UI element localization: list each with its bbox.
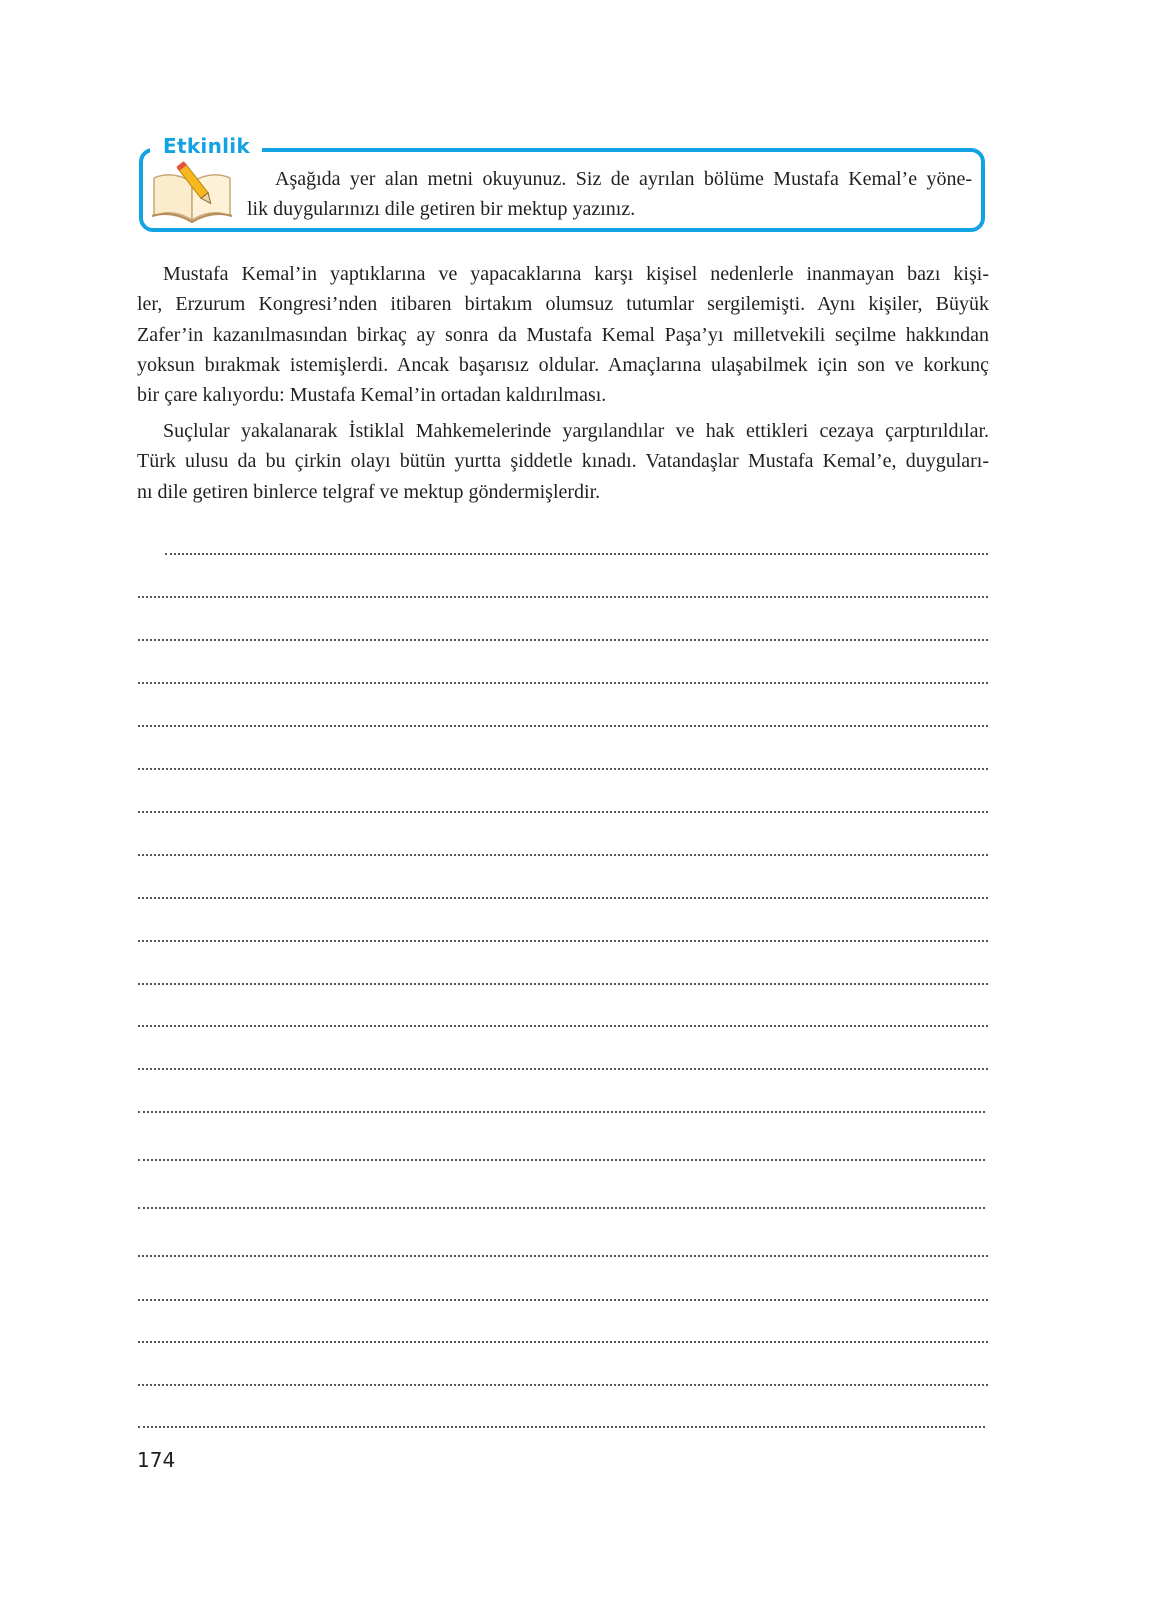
paragraph-2 [137,416,989,507]
paragraph-line: yoksun bırakmak istemişlerdi. Ancak başarısız oldular. Amaçlarına ulaşabilmek için son ve korkunç [137,353,989,376]
writing-line[interactable] [138,940,988,942]
book-pencil-icon [150,158,234,224]
writing-line[interactable] [138,1025,988,1027]
writing-line[interactable] [138,1111,985,1113]
writing-line[interactable] [138,1299,988,1301]
instruction-line: lik duygularınızı dile getiren bir mektup yazınız. [247,198,636,220]
paragraph-line: bir çare kalıyordu: Mustafa Kemal’in ortadan kaldırılması. [137,384,607,407]
writing-line[interactable] [138,596,988,598]
instruction-line: Aşağıda yer alan metni okuyunuz. Siz de ayrılan bölüme Mustafa Kemal’e yöne- [275,168,972,190]
activity-instruction [247,164,972,224]
paragraph-1 [137,259,989,410]
writing-line[interactable] [138,1207,985,1209]
writing-line[interactable] [138,1255,988,1257]
writing-line[interactable] [165,553,988,555]
writing-line[interactable] [138,1068,988,1070]
writing-line[interactable] [138,897,988,899]
writing-line[interactable] [138,854,988,856]
writing-line[interactable] [138,1159,985,1161]
writing-line[interactable] [138,811,988,813]
writing-line[interactable] [138,682,988,684]
paragraph-line: Mustafa Kemal’in yaptıklarına ve yapacaklarına karşı kişisel nedenlerle inanmayan bazı kişi- [163,263,989,285]
writing-line[interactable] [138,1341,988,1343]
writing-line[interactable] [138,639,988,641]
writing-line[interactable] [138,768,988,770]
writing-line[interactable] [138,1426,985,1428]
writing-line[interactable] [138,1384,988,1386]
paragraph-line: nı dile getiren binlerce telgraf ve mektup göndermişlerdir. [137,480,601,503]
paragraph-line: Suçlular yakalanarak İstiklal Mahkemelerinde yargılandılar ve hak ettikleri cezaya çarptırıldılar. [163,420,989,442]
writing-line[interactable] [138,983,988,985]
writing-line[interactable] [138,725,988,727]
activity-title: Etkinlik [163,134,251,158]
paragraph-line: Zafer’in kazanılmasından birkaç ay sonra da Mustafa Kemal Paşa’yı milletvekili seçilme hakkından [137,323,989,346]
paragraph-line: ler, Erzurum Kongresi’nden itibaren birtakım olumsuz tutumlar sergilemişti. Aynı kişiler, Büyük [137,293,989,316]
page-number: 174 [137,1448,176,1472]
paragraph-line: Türk ulusu da bu çirkin olayı bütün yurtta şiddetle kınadı. Vatandaşlar Mustafa Kemal’e, duyguları- [137,450,989,473]
